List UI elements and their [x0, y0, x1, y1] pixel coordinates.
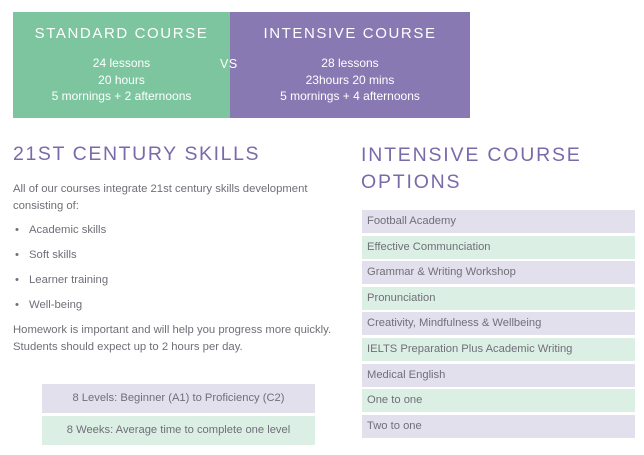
- option-one-to-one: One to one: [362, 389, 635, 412]
- options-heading-line2: OPTIONS: [361, 171, 462, 193]
- weeks-row: 8 Weeks: Average time to complete one level: [42, 416, 315, 445]
- intensive-lessons: 28 lessons: [321, 56, 379, 70]
- skills-list: [13, 222, 108, 322]
- course-comparison: [13, 12, 470, 118]
- options-list: [362, 210, 635, 440]
- list-item: [13, 272, 108, 297]
- standard-course-panel: [13, 12, 230, 118]
- vs-label: VS: [220, 57, 238, 71]
- option-effective-communication: Effective Communciation: [362, 236, 635, 259]
- standard-course-details: [52, 55, 192, 105]
- list-item: [13, 247, 108, 272]
- bullet-icon: •: [15, 249, 19, 261]
- skill-label: Well-being: [29, 299, 83, 311]
- skill-label: Soft skills: [29, 249, 77, 261]
- skill-label: Learner training: [29, 274, 109, 286]
- bullet-icon: •: [15, 224, 19, 236]
- option-medical-english: Medical English: [362, 364, 635, 387]
- options-heading-line1: INTENSIVE COURSE: [361, 144, 582, 166]
- option-ielts-preparation: IELTS Preparation Plus Academic Writing: [362, 338, 635, 361]
- skills-intro: All of our courses integrate 21st century skills development consisting of:: [13, 183, 308, 212]
- intensive-course-details: [280, 55, 420, 105]
- standard-hours: 20 hours: [98, 72, 145, 87]
- standard-schedule: 5 mornings + 2 afternoons: [51, 89, 192, 103]
- option-pronunciation: Pronunciation: [362, 287, 635, 310]
- intensive-course-title: INTENSIVE COURSE: [263, 25, 437, 42]
- intensive-course-panel: [230, 12, 470, 118]
- bullet-icon: •: [15, 299, 19, 311]
- levels-row: 8 Levels: Beginner (A1) to Proficiency (C2): [42, 384, 315, 413]
- standard-course-title: STANDARD COURSE: [34, 25, 209, 42]
- list-item: [13, 222, 108, 247]
- option-grammar-writing: Grammar & Writing Workshop: [362, 261, 635, 284]
- skill-label: Academic skills: [29, 224, 107, 236]
- skills-heading: 21ST CENTURY SKILLS: [13, 143, 261, 165]
- option-creativity-wellbeing: Creativity, Mindfulness & Wellbeing: [362, 312, 635, 335]
- intensive-hours: 23hours 20 mins: [305, 72, 395, 87]
- list-item: [13, 297, 108, 322]
- homework-note: Homework is important and will help you progress more quickly. Students should expect up to 2 hours per day.: [13, 324, 332, 353]
- levels-box: [42, 384, 315, 448]
- option-football-academy: Football Academy: [362, 210, 635, 233]
- intensive-schedule: 5 mornings + 4 afternoons: [280, 89, 420, 103]
- bullet-icon: •: [15, 274, 19, 286]
- option-two-to-one: Two to one: [362, 415, 635, 438]
- standard-lessons: 24 lessons: [92, 56, 151, 70]
- options-heading: [361, 142, 582, 196]
